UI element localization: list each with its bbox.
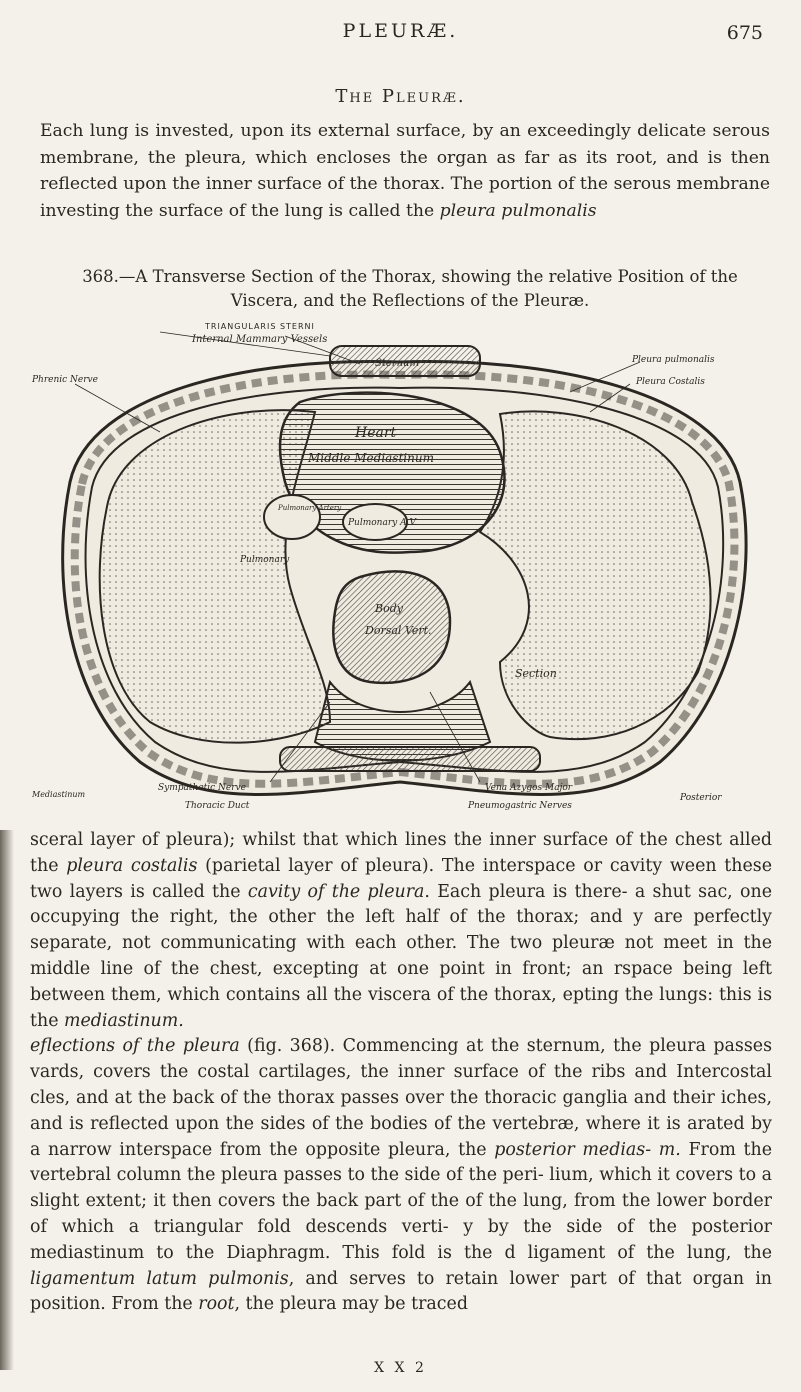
label-heart: Heart	[355, 425, 397, 441]
term-root: root	[198, 1294, 235, 1315]
label-vena-azygos: Vena Azygos Major	[485, 783, 573, 793]
term-pleura-pulmonalis: pleura pulmonalis	[439, 200, 597, 221]
label-mediastinum: Mediastinum	[32, 790, 86, 799]
paragraph-intro-text: Each lung is invested, upon its external surface, by an exceedingly delicate serous membrane, the pleura, which encloses the organ as far as its root, and is then reflected upon the inner surface of the thorax. The portion of the serous membrane investing the surface of the lung is called the	[40, 121, 770, 221]
label-section: Section	[515, 667, 557, 680]
label-phrenic: Phrenic Nerve	[32, 375, 98, 385]
gutter-shadow	[0, 830, 14, 1370]
text-seg-2: (parietal layer of pleura). The interspace or cavity ween these two layers is called the	[30, 855, 772, 902]
signature-mark: X X 2	[374, 1360, 427, 1376]
label-sympathetic: Sympathetic Nerve	[158, 783, 246, 793]
text-seg-3: . Each pleura is there- a shut sac, one occupying the right, the other the left half of the thorax; and y are perfectly separate, not communicating with each other. The two pleuræ not meet in the middle line of the chest, excepting at one point in front; an rspace being left between them, which contains all the viscera of the thorax, epting the lungs: this is the	[30, 881, 772, 1031]
text-seg-6: , and serves to retain lower part of that organ in position. From the	[30, 1268, 772, 1315]
label-pleura-costalis: Pleura Costalis	[636, 377, 705, 387]
page-number: 675	[726, 22, 763, 44]
paragraph-intro	[40, 118, 770, 224]
label-sternum: Sternum	[375, 358, 419, 369]
pulmonary-artery	[264, 495, 320, 539]
label-posterior: Posterior	[680, 793, 722, 803]
label-dorsal-vert: Dorsal Vert.	[365, 624, 432, 637]
term-reflections: eflections of the pleura	[30, 1036, 240, 1057]
section-heading: The Pleuræ.	[335, 86, 466, 107]
paragraph-body-p2	[30, 1034, 772, 1318]
term-posterior-mediastinum: posterior medias- m.	[494, 1139, 681, 1160]
label-triangularis: TRIANGULARIS STERNI	[205, 322, 315, 331]
term-cavity-of-pleura: cavity of the pleura	[247, 881, 425, 902]
label-body: Body	[375, 602, 403, 615]
text-seg-5: From the vertebral column the pleura passes to the side of the peri- lium, which it covers to a slight extent; it then covers the back part of the of the lung, from the lower border of which a triangular fold descends verti- y by the side of the posterior mediastinum to the Diaphragm. This fold is the d ligament of the lung, the	[30, 1139, 772, 1263]
term-pleura-costalis: pleura costalis	[66, 855, 198, 876]
running-title: PLEURÆ.	[342, 20, 459, 42]
label-middle-mediastinum: Middle Mediastinum	[308, 451, 434, 465]
running-head	[0, 20, 801, 50]
term-mediastinum: mediastinum.	[64, 1010, 184, 1031]
text-seg-4: (fig. 368). Commencing at the sternum, the pleura passes vards, covers the costal cartilages, the inner surface of the ribs and Intercostal cles, and at the back of the thorax passes over the thoracic ganglia and their iches, and is reflected upon the sides of the bodies of the vertebræ, where it is arated by a narrow interspace from the opposite pleura, the	[30, 1036, 772, 1160]
label-pulmonary-left: Pulmonary	[240, 555, 290, 565]
thorax-section-figure	[30, 322, 770, 820]
text-seg-1: sceral layer of pleura); whilst that which lines the inner surface of the chest alled the	[30, 830, 772, 876]
label-thoracic-duct: Thoracic Duct	[185, 801, 250, 811]
term-ligamentum: ligamentum latum pulmonis	[30, 1268, 289, 1289]
label-pulmonary-artery: Pulmonary Artery	[278, 504, 342, 512]
paragraph-body-p1	[30, 828, 772, 1034]
label-pleura-pulmonalis: Pleura pulmonalis	[632, 355, 715, 365]
text-seg-7: , the pleura may be traced	[234, 1294, 468, 1315]
label-pneumogastric: Pneumogastric Nerves	[468, 801, 572, 811]
posterior-spine	[280, 747, 540, 771]
label-internal-mammary: Internal Mammary Vessels	[192, 334, 328, 345]
paragraph-body	[30, 828, 772, 1318]
label-pulmonary-av: Pulmonary A.V.	[348, 518, 418, 528]
figure-caption: 368.—A Transverse Section of the Thorax, showing the relative Position of the Viscera, and the Reflections of the Pleuræ.	[82, 267, 738, 310]
